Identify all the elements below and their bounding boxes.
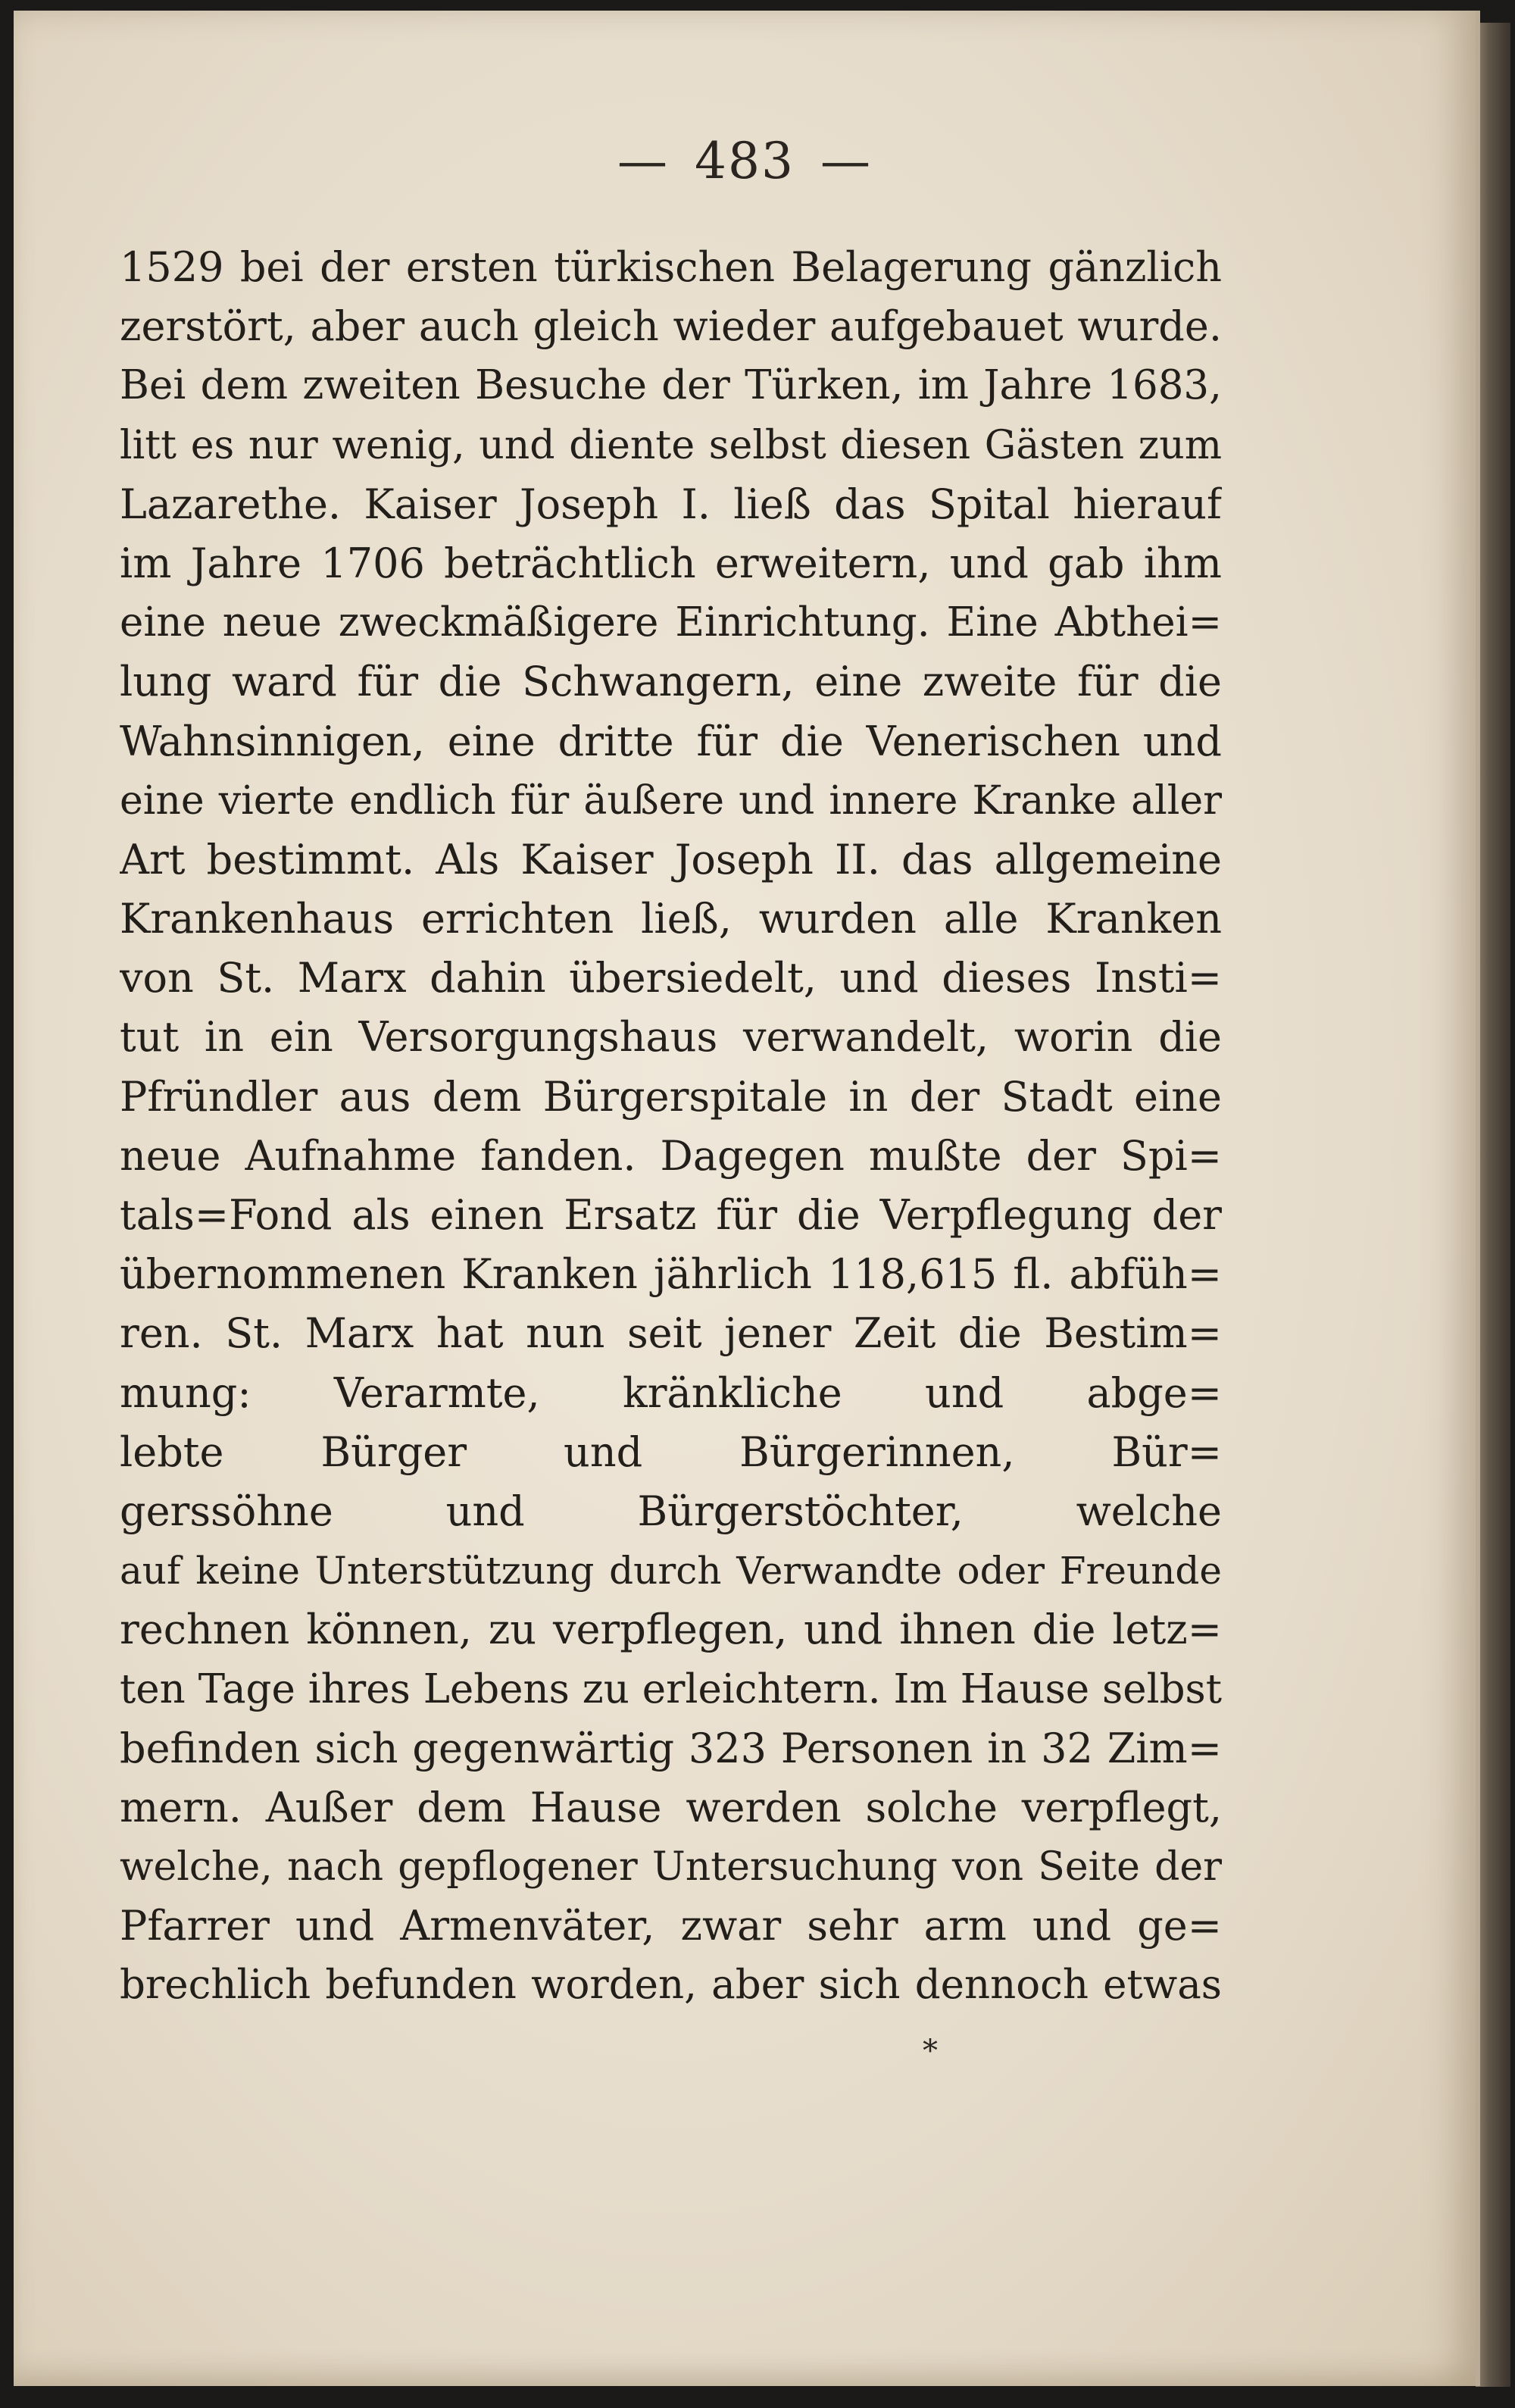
text-line: lung ward für die Schwangern, eine zweite für die — [120, 658, 1222, 706]
text-line: litt es nur wenig, und diente selbst diesen Gästen zum — [120, 422, 1222, 468]
text-line: Bei dem zweiten Besuche der Türken, im Jahre 1683, — [120, 362, 1222, 409]
text-line: Pfründler aus dem Bürgerspitale in der Stadt eine — [120, 1072, 1222, 1121]
text-line: eine vierte endlich für äußere und innere Kranke aller — [120, 777, 1222, 824]
text-line: 1529 bei der ersten türkischen Belagerung gänzlich — [120, 243, 1222, 291]
text-line: neue Aufnahme fanden. Dagegen mußte der Spi= — [120, 1131, 1222, 1180]
text-line: rechnen können, zu verpflegen, und ihnen die letz= — [120, 1606, 1222, 1654]
text-line: ren. St. Marx hat nun seit jener Zeit die Bestim= — [120, 1309, 1222, 1358]
text-line: auf keine Unterstützung durch Verwandte oder Freunde — [120, 1549, 1222, 1593]
text-line: von St. Marx dahin übersiedelt, und dieses Insti= — [120, 954, 1222, 1002]
text-line: brechlich befunden worden, aber sich dennoch etwas — [120, 1962, 1222, 2009]
text-line: zerstört, aber auch gleich wieder aufgebauet wurde. — [120, 302, 1222, 351]
text-line: welche, nach gepflogener Untersuchung von Seite der — [120, 1844, 1222, 1890]
text-line: eine neue zweckmäßigere Einrichtung. Eine Abthei= — [120, 599, 1222, 646]
header-dash-right: — — [820, 132, 872, 190]
text-line: mung: Verarmte, kränkliche und abge= — [120, 1368, 1222, 1417]
text-line: übernommenen Kranken jährlich 118,615 fl. abfüh= — [120, 1250, 1222, 1299]
text-line: Wahnsinnigen, eine dritte für die Venerischen und — [120, 717, 1222, 765]
text-line: ten Tage ihres Lebens zu erleichtern. Im Hause selbst — [120, 1665, 1222, 1712]
text-line: im Jahre 1706 beträchtlich erweitern, und gab ihm — [120, 539, 1222, 587]
body-text — [120, 238, 1222, 2016]
text-line: Krankenhaus errichten ließ, wurden alle Kranken — [120, 895, 1222, 943]
text-line: tut in ein Versorgungshaus verwandelt, worin die — [120, 1013, 1222, 1062]
book-page-edge — [1476, 23, 1510, 2387]
header-dash-left: — — [617, 132, 669, 190]
text-line: tals=Fond als einen Ersatz für die Verpflegung der — [120, 1191, 1222, 1239]
text-line: Art bestimmt. Als Kaiser Joseph II. das allgemeine — [120, 835, 1222, 883]
text-line: Pfarrer und Armenväter, zwar sehr arm und ge= — [120, 1902, 1222, 1950]
text-line: Lazarethe. Kaiser Joseph I. ließ das Spital hierauf — [120, 480, 1222, 528]
page-header — [14, 132, 1476, 190]
text-line: gerssöhne und Bürgerstöchter, welche — [120, 1487, 1222, 1535]
text-line: lebte Bürger und Bürgerinnen, Bür= — [120, 1428, 1222, 1476]
page-number: 483 — [695, 132, 795, 190]
signature-mark: * — [923, 2034, 938, 2069]
book-page — [14, 11, 1480, 2386]
text-line: befinden sich gegenwärtig 323 Personen in 32 Zim= — [120, 1724, 1222, 1772]
text-line: mern. Außer dem Hause werden solche verpflegt, — [120, 1783, 1222, 1831]
